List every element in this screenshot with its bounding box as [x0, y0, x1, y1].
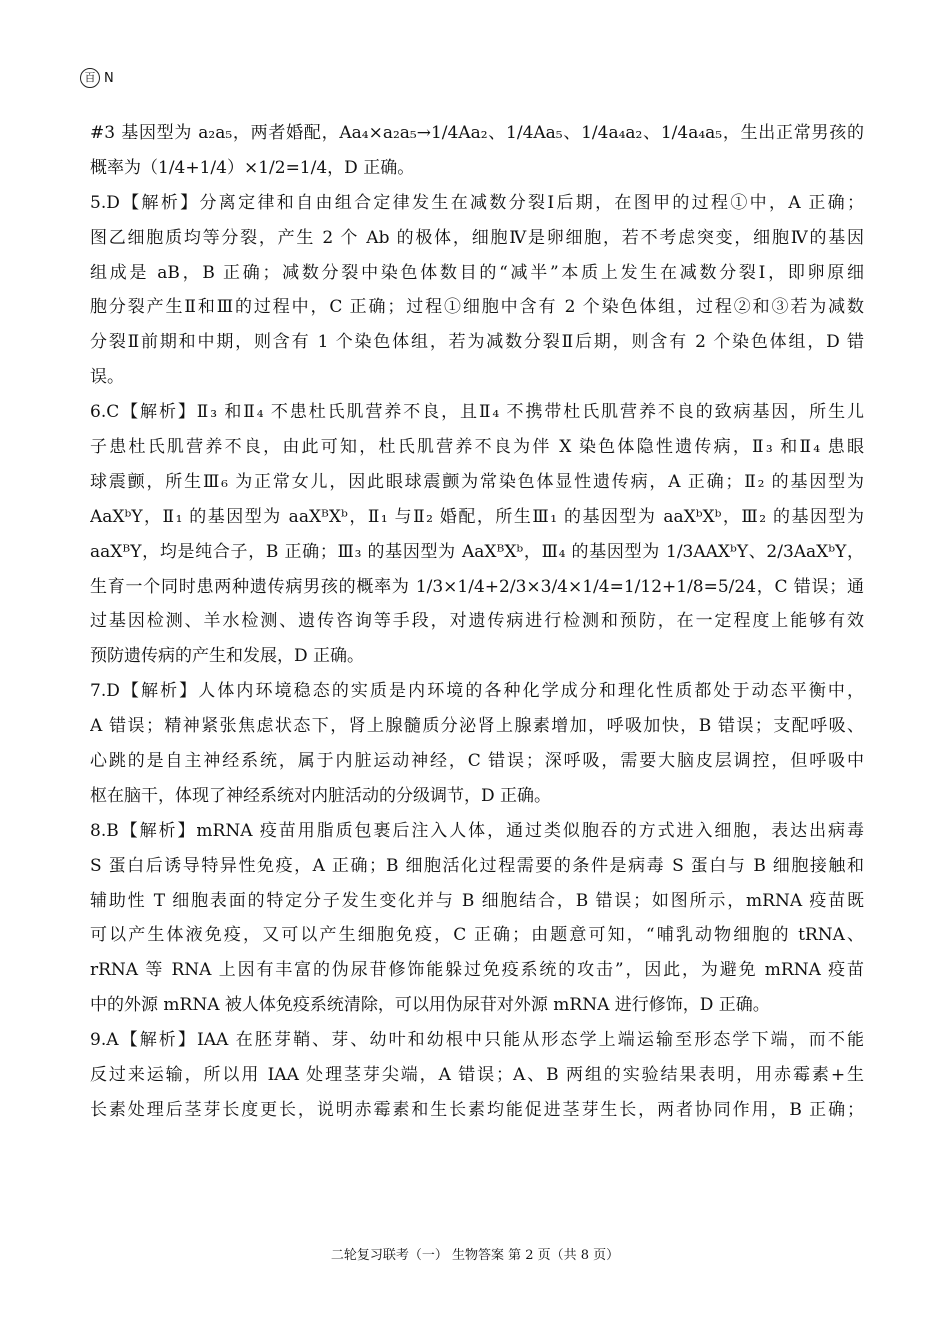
text-line: 子患杜氏肌营养不良，由此可知，杜氏肌营养不良为伴 X 染色体隐性遗传病，Ⅱ₃ 和Ⅱ₄ 患眼: [90, 437, 864, 458]
text-line: A 错误；精神紧张焦虑状态下，肾上腺髓质分泌肾上腺素增加，呼吸加快，B 错误；支配呼吸、: [90, 716, 864, 737]
text-line: 预防遗传病的产生和发展，D 正确。: [90, 646, 365, 667]
text-line: 9.A【解析】IAA 在胚芽鞘、芽、幼叶和幼根中只能从形态学上端运输至形态学下端，而不能: [90, 1030, 864, 1051]
text-line: 7.D【解析】人体内环境稳态的实质是内环境的各种化学成分和理化性质都处于动态平衡中，: [90, 681, 864, 702]
text-line: 生育一个同时患两种遗传病男孩的概率为 1/3×1/4+2/3×3/4×1/4=1/12+1/8=5/24，C 错误；通: [90, 576, 864, 597]
text-line: aaXᴮY，均是纯合子，B 正确；Ⅲ₃ 的基因型为 AaXᴮXᵇ，Ⅲ₄ 的基因型为 1/3AAXᵇY、2/3AaXᵇY，: [90, 541, 864, 562]
text-line: 概率为（1/4+1/4）×1/2=1/4，D 正确。: [90, 157, 415, 178]
text-line: 球震颤，所生Ⅲ₆ 为正常女儿，因此眼球震颤为常染色体显性遗传病，A 正确；Ⅱ₂ 的基因型为: [90, 471, 864, 492]
text-line: 8.B【解析】mRNA 疫苗用脂质包裹后注入人体，通过类似胞吞的方式进入细胞，表达出病毒: [90, 820, 864, 841]
text-line: AaXᵇY，Ⅱ₁ 的基因型为 aaXᴮXᵇ，Ⅱ₁ 与Ⅱ₂ 婚配，所生Ⅲ₁ 的基因型为 aaXᵇXᵇ，Ⅲ₂ 的基因型为: [90, 506, 864, 527]
header-logo: [80, 68, 114, 88]
text-line: 辅助性 T 细胞表面的特定分子发生变化并与 B 细胞结合，B 错误；如图所示，mRNA 疫苗既: [90, 890, 864, 911]
text-line: 长素处理后茎芽长度更长，说明赤霉素和生长素均能促进茎芽生长，两者协同作用，B 正确；: [90, 1099, 864, 1120]
text-line: S 蛋白后诱导特异性免疫，A 正确；B 细胞活化过程需要的条件是病毒 S 蛋白与 B 细胞接触和: [90, 855, 864, 876]
logo-letter: N: [104, 70, 114, 86]
text-line: 图乙细胞质均等分裂，产生 2 个 Ab 的极体，细胞Ⅳ是卵细胞，若不考虑突变，细胞Ⅳ的基因: [90, 227, 864, 248]
text-line: 心跳的是自主神经系统，属于内脏运动神经，C 错误；深呼吸，需要大脑皮层调控，但呼吸中: [90, 751, 864, 772]
text-line: 可以产生体液免疫，又可以产生细胞免疫，C 正确；由题意可知，“哺乳动物细胞的 tRNA、: [90, 925, 864, 946]
text-line: 反过来运输，所以用 IAA 处理茎芽尖端，A 错误；A、B 两组的实验结果表明，用赤霉素+生: [90, 1065, 864, 1086]
text-line: 5.D【解析】分离定律和自由组合定律发生在减数分裂Ⅰ后期，在图甲的过程①中，A 正确；: [90, 192, 864, 213]
answer-body: [90, 116, 864, 1128]
text-line: rRNA 等 RNA 上因有丰富的伪尿苷修饰能躲过免疫系统的攻击”，因此，为避免 mRNA 疫苗: [90, 960, 864, 981]
text-line: 胞分裂产生Ⅱ和Ⅲ的过程中，C 正确；过程①细胞中含有 2 个染色体组，过程②和③若为减数: [90, 297, 864, 318]
text-line: #3 基因型为 a₂a₅，两者婚配，Aa₄×a₂a₅→1/4Aa₂、1/4Aa₅、1/4a₄a₂、1/4a₄a₅，生出正常男孩的: [90, 123, 864, 143]
logo-mark: 百: [80, 68, 100, 88]
text-line: 过基因检测、羊水检测、遗传咨询等手段，对遗传病进行检测和预防，在一定程度上能够有效: [90, 611, 864, 632]
text-line: 6.C【解析】Ⅱ₃ 和Ⅱ₄ 不患杜氏肌营养不良，且Ⅱ₄ 不携带杜氏肌营养不良的致病基因，所生儿: [90, 402, 864, 423]
text-line: 误。: [90, 367, 124, 388]
text-line: 中的外源 mRNA 被人体免疫系统清除，可以用伪尿苷对外源 mRNA 进行修饰，D 正确。: [90, 995, 770, 1016]
text-line: 组成是 aB，B 正确；减数分裂中染色体数目的“减半”本质上发生在减数分裂Ⅰ，即卵原细: [90, 262, 864, 283]
text-line: 枢在脑干，体现了神经系统对内脏活动的分级调节，D 正确。: [90, 785, 552, 806]
text-line: 分裂Ⅱ前期和中期，则含有 1 个染色体组，若为减数分裂Ⅱ后期，则含有 2 个染色体组，D 错: [90, 332, 864, 353]
page-footer: 二轮复习联考（一） 生物答案 第 2 页（共 8 页）: [330, 1248, 620, 1263]
